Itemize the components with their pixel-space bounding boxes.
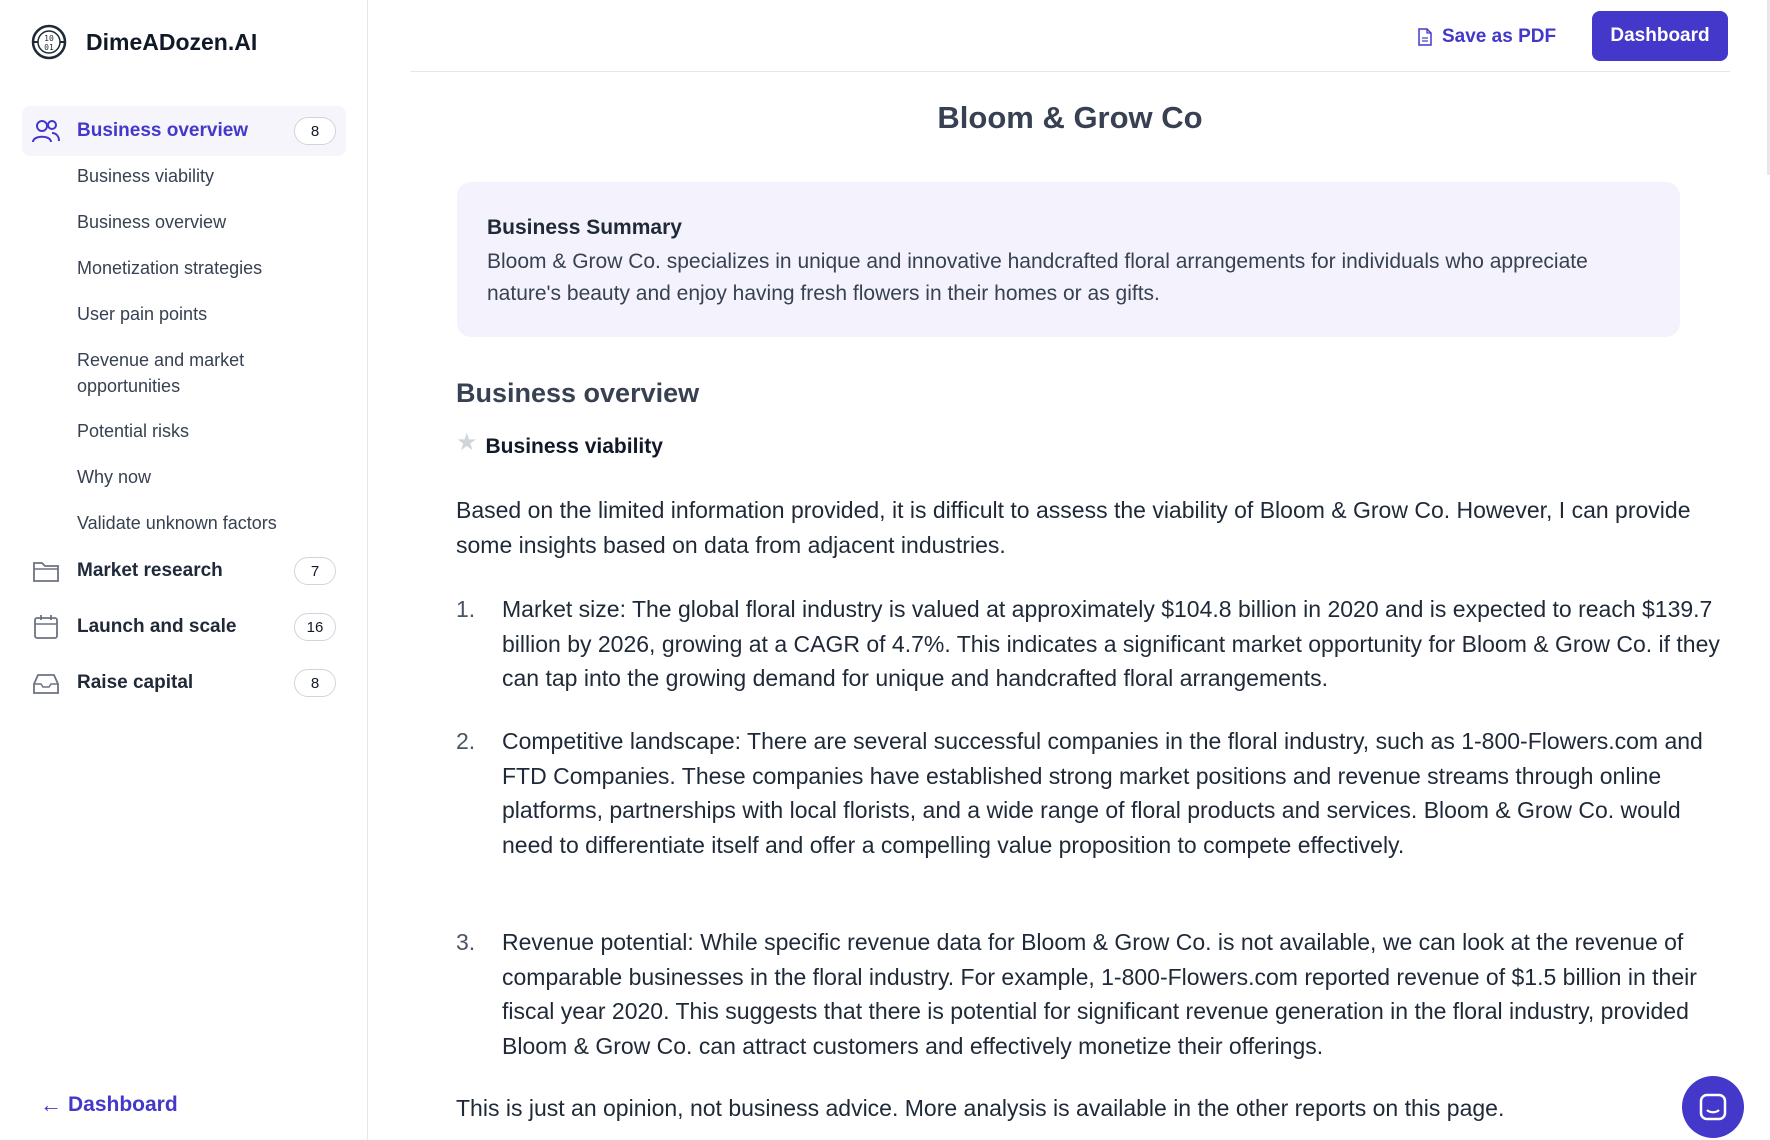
sidebar-item-revenue-opportunities[interactable]: Revenue and market opportunities — [77, 350, 245, 396]
sidebar-group-launch-and-scale[interactable] — [22, 602, 346, 652]
sidebar-item-business-viability[interactable]: Business viability — [77, 166, 215, 186]
subsection-title — [456, 429, 663, 461]
sidebar-group-label: Launch and scale — [77, 616, 237, 637]
sidebar-item-user-pain-points[interactable]: User pain points — [77, 304, 208, 324]
save-pdf-label: Save as PDF — [1442, 26, 1557, 47]
globe-chip-icon — [30, 23, 68, 61]
svg-text:01: 01 — [44, 43, 54, 52]
summary-heading: Business Summary — [487, 216, 682, 239]
header-divider — [410, 71, 1730, 72]
count-badge: 7 — [294, 557, 336, 585]
sidebar-group-raise-capital[interactable] — [22, 658, 346, 708]
list-text: Competitive landscape: There are several successful companies in the floral industry, such as 1-800-Flowers.com and FTD Companies. These companies have established strong market positions and revenue streams through online platforms, partnerships with local florists, and a wide range of floral products and services. Bloom & Grow Co. would need to differentiate itself and offer a compelling value proposition to compete effectively. — [502, 728, 1703, 858]
users-icon — [32, 118, 60, 144]
intro-paragraph: Based on the limited information provided, it is difficult to assess the viability of Bloom & Grow Co. However, I can provide some insights based on data from adjacent industries. — [456, 497, 1691, 558]
sidebar-item-monetization-strategies[interactable]: Monetization strategies — [77, 258, 263, 278]
sidebar-item-potential-risks[interactable]: Potential risks — [77, 421, 190, 441]
brand-name: DimeADozen.AI — [86, 28, 258, 55]
count-badge: 8 — [294, 669, 336, 697]
back-link-label: Dashboard — [68, 1093, 178, 1116]
sidebar-group-label: Market research — [77, 560, 223, 581]
sidebar-group-label: Raise capital — [77, 672, 194, 693]
arrow-left-icon: ← — [40, 1092, 62, 1117]
summary-text: Bloom & Grow Co. specializes in unique and innovative handcrafted floral arrangements for individuals who appreciate nature's beauty and enjoy having fresh flowers in their homes or as gifts. — [487, 250, 1588, 305]
document-icon — [1418, 28, 1432, 46]
chat-icon — [1698, 1092, 1728, 1122]
count-badge: 16 — [294, 613, 336, 641]
chat-launcher-button[interactable] — [1682, 1076, 1744, 1138]
brand[interactable] — [30, 24, 257, 60]
sidebar-item-business-overview[interactable]: Business overview — [77, 212, 227, 232]
save-as-pdf-button[interactable] — [1418, 22, 1556, 52]
calendar-icon — [32, 614, 60, 640]
disclaimer: This is just an opinion, not business advice. More analysis is available in the other reports on this page. — [456, 1095, 1505, 1121]
count-badge: 8 — [294, 117, 336, 145]
sidebar-group-label: Business overview — [77, 120, 249, 141]
list-number: 2. — [456, 728, 476, 754]
business-summary-card — [457, 182, 1680, 337]
star-icon[interactable]: ★ — [456, 429, 478, 456]
dashboard-button[interactable]: Dashboard — [1592, 11, 1728, 61]
svg-text:10: 10 — [44, 34, 54, 43]
inbox-icon — [32, 670, 60, 696]
subsection-label: Business viability — [485, 434, 663, 458]
sidebar — [0, 0, 368, 1140]
list-text: Revenue potential: While specific revenue data for Bloom & Grow Co. is not available, we can look at the revenue of comparable businesses in the floral industry. For example, 1-800-Flowers.com reported revenue of $1.5 billion in their fiscal year 2020. This suggests that there is potential for significant revenue generation in the floral industry, provided Bloom & Grow Co. can attract customers and effectively monetize their offerings. — [502, 929, 1697, 1059]
folder-icon — [32, 558, 60, 584]
sidebar-group-business-overview[interactable] — [22, 106, 346, 156]
sidebar-item-validate-unknown-factors[interactable]: Validate unknown factors — [77, 513, 277, 533]
sidebar-item-why-now[interactable]: Why now — [77, 467, 152, 487]
list-number: 1. — [456, 596, 476, 622]
list-text: Market size: The global floral industry is valued at approximately $104.8 billion in 2020 and is expected to reach $139.7 billion by 2026, growing at a CAGR of 4.7%. This indicates a significant market opportunity for Bloom & Grow Co. if they can tap into the growing demand for unique and handcrafted floral arrangements. — [502, 596, 1720, 691]
back-to-dashboard-link[interactable] — [40, 1092, 178, 1118]
section-title: Business overview — [456, 378, 700, 408]
list-number: 3. — [456, 929, 476, 955]
sidebar-group-market-research[interactable] — [22, 546, 346, 596]
page-title: Bloom & Grow Co — [937, 100, 1203, 135]
